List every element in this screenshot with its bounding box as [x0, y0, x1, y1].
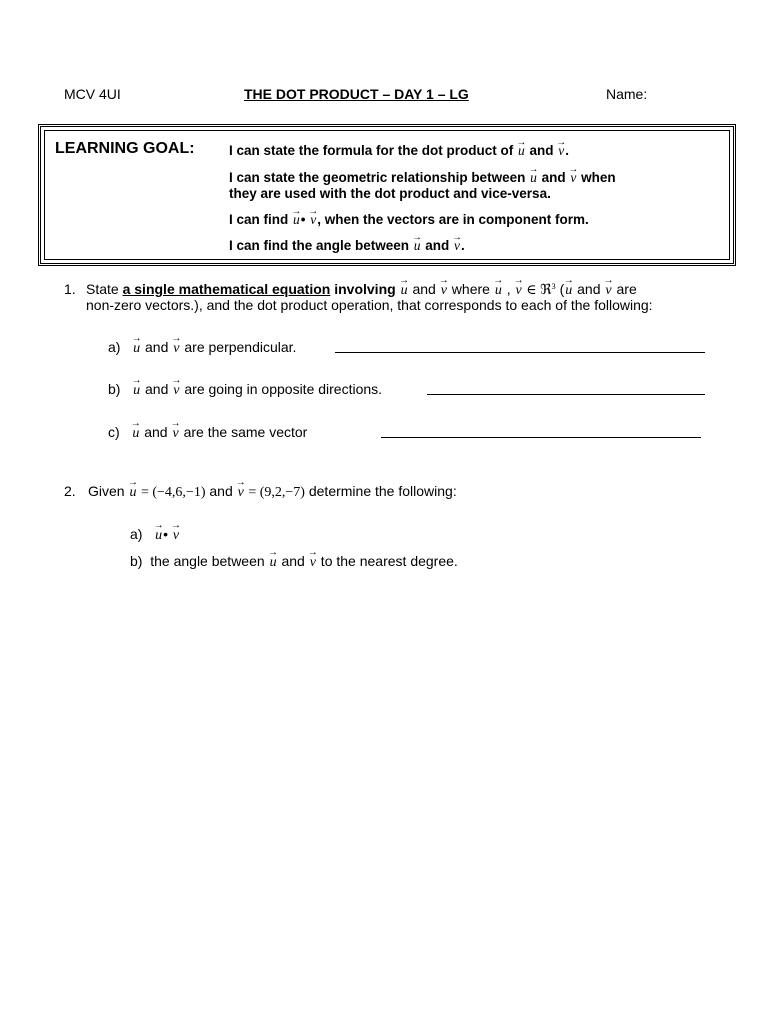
q2-stem: [88, 483, 457, 501]
vector-u: → u: [494, 283, 503, 299]
vector-u: → u: [517, 142, 526, 159]
vector-v: → v: [569, 169, 577, 186]
vector-u: → u: [128, 485, 137, 501]
answer-line-q1a[interactable]: [335, 352, 705, 353]
part-text: to the nearest degree.: [316, 553, 458, 569]
vector-v: → v: [309, 211, 317, 228]
goal-text: .: [461, 238, 465, 253]
q1-text: where: [447, 281, 494, 297]
vector-v: → v: [453, 237, 461, 254]
vector-u: → u: [269, 555, 278, 571]
q2-text: determine the following:: [304, 483, 457, 499]
v-components: = (9,2,−7): [244, 485, 305, 500]
q1-text: and: [408, 281, 440, 297]
q1b: [108, 381, 382, 399]
vector-u: → u: [400, 283, 409, 299]
goal-text: I can state the formula for the dot product of: [229, 143, 518, 158]
goal-text: when: [577, 170, 616, 185]
part-text: and: [277, 553, 309, 569]
goal-text: I can find: [229, 212, 293, 227]
goal-item-3: [229, 211, 589, 228]
vector-v: → v: [237, 485, 245, 501]
q1-text: (: [555, 281, 565, 297]
goal-text: I can state the geometric relationship between: [229, 170, 530, 185]
vector-v: → v: [604, 283, 612, 299]
part-text: and: [141, 339, 173, 355]
vector-u: → u: [529, 169, 538, 186]
goal-item-2-cont: they are used with the dot product and vice-versa.: [229, 186, 551, 201]
q1-emphasis: a single mathematical equation: [122, 281, 331, 297]
vector-v: → v: [171, 426, 179, 442]
answer-line-q1c[interactable]: [381, 437, 701, 438]
vector-v: → v: [557, 142, 565, 159]
q2-text: and: [205, 483, 237, 499]
q2b: [130, 553, 458, 571]
answer-line-q1b[interactable]: [427, 394, 705, 395]
superscript-3: 3: [551, 281, 556, 291]
part-letter: a): [130, 526, 143, 542]
dot-symbol: •: [163, 526, 172, 542]
learning-goal-box: [38, 124, 736, 266]
part-text: are perpendicular.: [180, 339, 297, 355]
goal-item-1: [229, 142, 569, 159]
u-components: = (−4,6,−1): [137, 485, 206, 500]
vector-u: → u: [132, 341, 141, 357]
part-letter: a): [108, 339, 121, 355]
q1-text: ,: [502, 281, 515, 297]
vector-v: → v: [172, 528, 180, 544]
goal-text: , when the vectors are in component form.: [317, 212, 589, 227]
vector-u: → u: [154, 528, 163, 544]
goal-item-4: [229, 237, 465, 254]
q2-text: Given: [88, 483, 129, 499]
part-text: and: [141, 381, 173, 397]
q1-text: are: [612, 281, 637, 297]
name-label: Name:: [606, 86, 648, 102]
part-letter: c): [108, 424, 120, 440]
goal-text: and: [421, 238, 454, 253]
goal-text: and: [537, 170, 570, 185]
vector-v: → v: [515, 283, 523, 299]
q1-text: and: [573, 281, 605, 297]
q1-text: State: [86, 281, 123, 297]
vector-u: → u: [292, 211, 301, 228]
vector-u: → u: [413, 237, 422, 254]
learning-goal-label: LEARNING GOAL:: [55, 140, 195, 157]
part-text: the angle between: [150, 553, 269, 569]
goal-text: I can find the angle between: [229, 238, 413, 253]
q2a: [130, 526, 180, 544]
set-r3: ∈ ℜ: [522, 283, 552, 298]
dot-symbol: •: [300, 212, 310, 227]
part-text: and: [140, 424, 172, 440]
vector-u: → u: [564, 283, 573, 299]
vector-v: → v: [440, 283, 448, 299]
q1a: [108, 339, 296, 357]
vector-v: → v: [172, 341, 180, 357]
q2-number: 2.: [64, 483, 76, 499]
q1-text: involving: [330, 281, 400, 297]
vector-u: → u: [131, 426, 140, 442]
vector-u: → u: [132, 383, 141, 399]
vector-v: → v: [172, 383, 180, 399]
goal-text: and: [525, 143, 558, 158]
page-title: THE DOT PRODUCT – DAY 1 – LG: [244, 86, 469, 102]
q1-number: 1.: [64, 281, 76, 297]
part-letter: b): [108, 381, 121, 397]
course-code: MCV 4UI: [64, 86, 121, 102]
part-text: are going in opposite directions.: [180, 381, 383, 397]
goal-item-2: [229, 169, 616, 186]
part-text: are the same vector: [179, 424, 308, 440]
part-letter: b): [130, 553, 143, 569]
vector-v: → v: [309, 555, 317, 571]
q1-stem-line2: non-zero vectors.), and the dot product operation, that corresponds to each of the following:: [86, 297, 653, 313]
q1c: [108, 424, 307, 442]
goal-text: .: [565, 143, 570, 158]
